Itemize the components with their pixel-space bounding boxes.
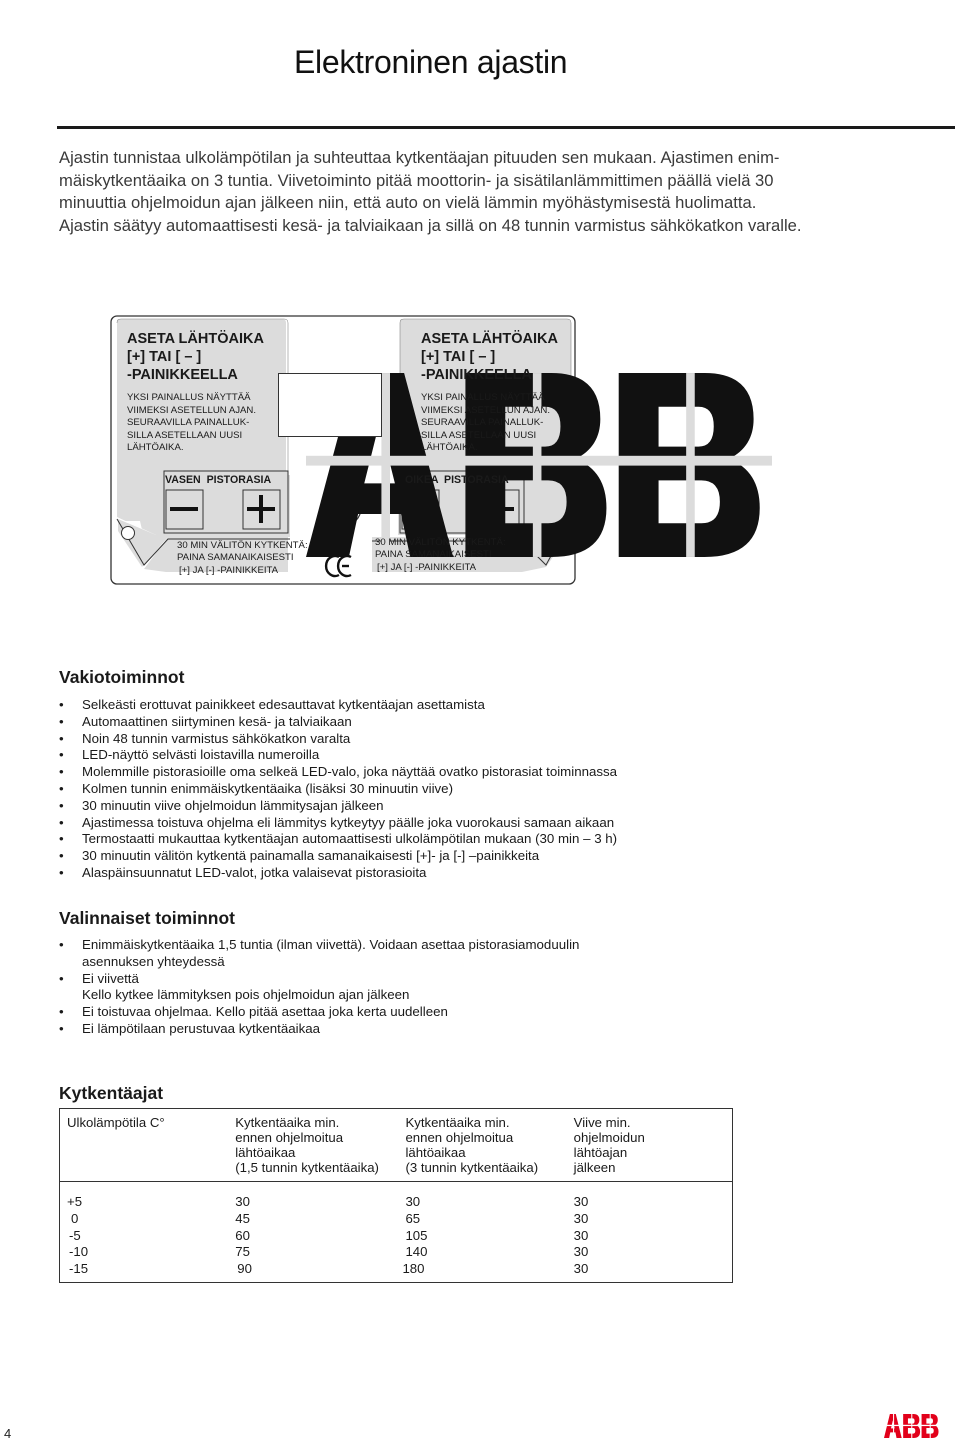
right-instructions	[421, 392, 550, 455]
list-item: • Alaspäinsuunnatut LED-valot, jotka valaisevat pistorasioita	[59, 865, 759, 882]
left-bottom-text	[177, 540, 308, 577]
table-value: +5	[67, 1194, 83, 1209]
table-header-cell	[405, 1109, 573, 1182]
table-header-row	[60, 1109, 733, 1182]
table-cell-temperature	[60, 1182, 236, 1283]
header-line: jälkeen	[573, 1160, 616, 1175]
table-header-cell	[60, 1109, 236, 1182]
list-item: • 30 minuutin välitön kytkentä painamalla samanaikaisesti [+]- ja [-] –painikkeita	[59, 848, 759, 865]
list-item	[59, 937, 759, 971]
list-item: • Molemmille pistorasioille oma selkeä LED-valo, joka näyttää ovatko pistorasiat toiminnassa	[59, 764, 759, 781]
intro-line: Ajastin säätyy automaattisesti kesä- ja talviaikaan ja sillä on 48 tunnin varmistus sähkökatkon varalle.	[59, 215, 802, 235]
list-item: • Selkeästi erottuvat painikkeet edesauttavat kytkentäajan asettamista	[59, 697, 759, 714]
right-bottom-line: PAINA SAMANAIKAISESTI	[375, 549, 492, 561]
header-line: ennen ohjelmoitua	[235, 1130, 344, 1145]
table-value: 30	[405, 1194, 421, 1209]
table-cell-delay	[574, 1182, 733, 1283]
list-item: • Automaattinen siirtyminen kesä- ja talviaikaan	[59, 714, 759, 731]
right-instruction-line: SEURAAVILLA PAINALLUK-	[421, 417, 544, 429]
header-line: ohjelmoidun	[573, 1130, 645, 1145]
table-cell-15h	[235, 1182, 405, 1283]
timer-panel-illustration	[110, 315, 576, 585]
left-bottom-line: PAINA SAMANAIKAISESTI	[177, 552, 294, 564]
table-value: 30	[573, 1210, 589, 1226]
table-value: 140	[405, 1244, 428, 1260]
list-item-line: Kello kytkee lämmityksen pois ohjelmoidun ajan jälkeen	[82, 987, 410, 1003]
optional-features-list	[59, 937, 759, 1038]
standard-features-list	[59, 697, 759, 882]
right-socket-label: OIKEA PISTORASIA	[405, 474, 509, 486]
left-heading-line: -PAINIKKEELLA	[127, 367, 238, 383]
right-instruction-line: VIIMEKSI ASETELLUN AJAN.	[421, 404, 551, 416]
left-instruction-line: LÄHTÖAIKA.	[127, 442, 184, 454]
list-item: • Kolmen tunnin enimmäiskytkentäaika (lisäksi 30 minuutin viive)	[59, 781, 759, 798]
abb-footer-logo-icon	[884, 1414, 940, 1438]
table-value: 30	[573, 1227, 589, 1243]
table-value: -10	[69, 1244, 89, 1260]
table-header-cell	[574, 1109, 733, 1182]
header-line: (3 tunnin kytkentäaika)	[405, 1160, 539, 1175]
left-instruction-line: YKSI PAINALLUS NÄYTTÄÄ	[127, 392, 251, 403]
page-title: Elektroninen ajastin	[294, 44, 568, 80]
switch-times-table	[59, 1108, 733, 1283]
header-line: lähtöaikaa	[235, 1145, 296, 1160]
right-instruction-line: LÄHTÖAIKA.	[421, 442, 478, 454]
table-value: 60	[235, 1227, 250, 1243]
table-value: 0	[71, 1210, 79, 1226]
left-bottom-line: [+] JA [-] -PAINIKKEITA	[179, 564, 279, 576]
header-line: Kytkentäaika min.	[235, 1115, 340, 1130]
right-instruction-line: SILLA ASETELLAAN UUSI	[421, 429, 537, 441]
table-data-row	[60, 1182, 733, 1283]
list-item-line: • Ei lämpötilaan perustuvaa kytkentäaikaa	[82, 1020, 321, 1036]
left-heading	[127, 330, 264, 384]
left-instructions	[127, 392, 256, 455]
left-instruction-line: VIIMEKSI ASETELLUN AJAN.	[127, 404, 257, 416]
table-value: 90	[237, 1261, 252, 1277]
abb-logo-icon	[306, 330, 382, 360]
left-heading-line: ASETA LÄHTÖAIKA	[127, 331, 264, 347]
table-header-cell	[235, 1109, 405, 1182]
list-item	[59, 1004, 759, 1021]
list-item: • 30 minuutin viive ohjelmoidun lämmitysajan jälkeen	[59, 798, 759, 815]
right-heading-line: -PAINIKKEELLA	[421, 367, 532, 383]
header-line: Kytkentäaika min.	[405, 1115, 510, 1130]
intro-line: mäiskytkentäaika on 3 tuntia. Viivetoiminto pitää moottorin- ja sisätilanlämmittimen päällä vielä 30	[59, 170, 774, 190]
list-item-line: asennuksen yhteydessä	[82, 953, 225, 969]
header-line: ennen ohjelmoitua	[405, 1130, 514, 1145]
list-item-line: • Enimmäiskytkentäaika 1,5 tuntia (ilman viivettä). Voidaan asettaa pistorasiamoduulin	[82, 937, 580, 952]
table-value: -15	[69, 1261, 89, 1277]
header-line: lähtöaikaa	[405, 1145, 466, 1160]
table-value: 180	[402, 1261, 425, 1277]
title-divider	[57, 126, 955, 129]
list-item: • Termostaatti mukauttaa kytkentäajan automaattisesti ulkolämpötilan mukaan (30 min – 3 h)	[59, 831, 759, 848]
intro-paragraph	[59, 147, 909, 237]
left-heading-line: [+] TAI [ – ]	[127, 349, 202, 365]
led-display	[278, 373, 382, 437]
section-heading-standard: Vakiotoiminnot	[59, 667, 185, 687]
right-bottom-line: 30 MIN VÄLITÖN KYTKENTÄ:	[375, 537, 506, 548]
table-value: 30	[573, 1194, 589, 1209]
list-item-line: • Ei viivettä	[82, 970, 139, 986]
right-bottom-text	[375, 537, 506, 574]
right-bottom-line: [+] JA [-] -PAINIKKEITA	[377, 561, 477, 573]
intro-line: Ajastin tunnistaa ulkolämpötilan ja suhteuttaa kytkentäajan pituuden sen mukaan. Ajastimen enim-	[59, 148, 780, 167]
table-value: 30	[235, 1194, 250, 1209]
left-socket-label: VASEN PISTORASIA	[165, 474, 272, 486]
section-heading-optional: Valinnaiset toiminnot	[59, 908, 235, 928]
right-instruction-line: YKSI PAINALLUS NÄYTTÄÄ	[421, 392, 545, 403]
table-value: 30	[573, 1261, 589, 1277]
table-value: 30	[573, 1244, 589, 1260]
section-heading-switch-times: Kytkentäajat	[59, 1083, 164, 1103]
left-mount-hole	[122, 527, 135, 540]
table-cell-3h	[402, 1182, 573, 1283]
table-value: 75	[235, 1244, 250, 1260]
table-value: 65	[405, 1210, 421, 1226]
page-number: 4	[4, 1426, 12, 1441]
table-value: 45	[235, 1210, 250, 1226]
header-line: Viive min.	[573, 1115, 631, 1130]
right-heading	[421, 330, 558, 384]
list-item: • LED-näyttö selvästi loistavilla numeroilla	[59, 747, 759, 764]
left-bottom-line: 30 MIN VÄLITÖN KYTKENTÄ:	[177, 540, 308, 551]
list-item	[59, 971, 759, 1005]
intro-line: minuuttia ohjelmoidun ajan jälkeen niin, että auto on vielä lämmin myöhästymisestä huolimatta.	[59, 193, 757, 212]
list-item: • Noin 48 tunnin varmistus sähkökatkon varalta	[59, 731, 759, 748]
header-line: lähtöajan	[573, 1145, 628, 1160]
header-line: Ulkolämpötila C°	[67, 1115, 165, 1130]
header-line: (1,5 tunnin kytkentäaika)	[235, 1160, 379, 1175]
list-item-line: • Ei toistuvaa ohjelmaa. Kello pitää asettaa joka kerta uudelleen	[82, 1004, 448, 1020]
list-item	[59, 1021, 759, 1038]
right-heading-line: [+] TAI [ – ]	[421, 349, 496, 365]
table-value: -5	[69, 1227, 81, 1243]
left-instruction-line: SILLA ASETELLAAN UUSI	[127, 429, 243, 441]
list-item: • Ajastimessa toistuva ohjelma eli lämmitys kytkeytyy päälle joka vuorokausi samaan aikaan	[59, 815, 759, 832]
left-instruction-line: SEURAAVILLA PAINALLUK-	[127, 417, 250, 429]
right-heading-line: ASETA LÄHTÖAIKA	[421, 331, 558, 347]
table-value: 105	[405, 1227, 428, 1243]
